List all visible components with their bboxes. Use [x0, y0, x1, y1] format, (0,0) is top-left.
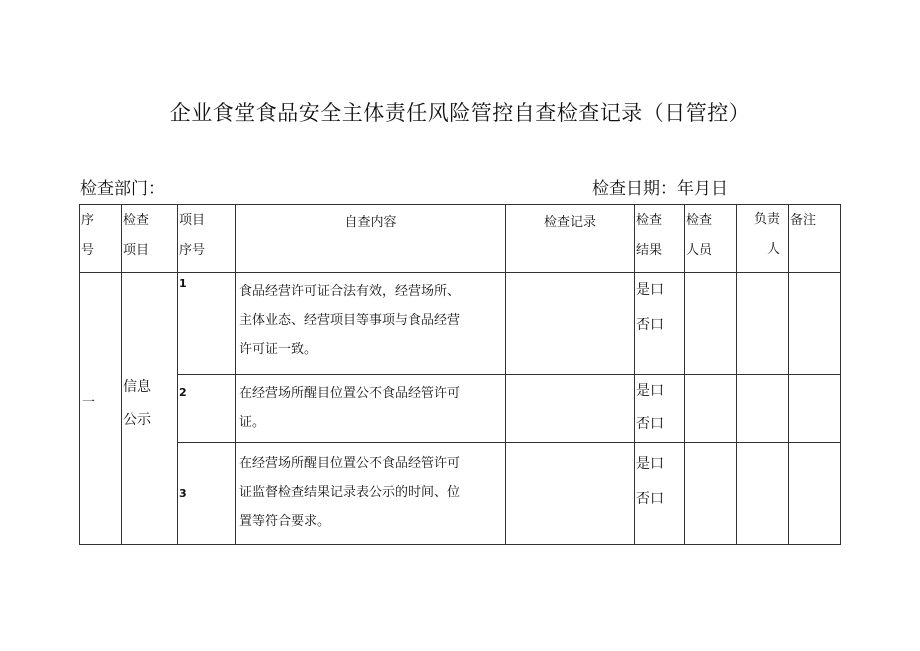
result-no-checkbox[interactable]: 否口: [636, 416, 664, 432]
row-responsible-cell[interactable]: [737, 375, 789, 443]
row-content: [236, 443, 506, 545]
header-record: [506, 205, 635, 273]
row-number-cell: [178, 375, 236, 443]
content-line: 证监督检查结果记录表公示的时间、位: [239, 485, 461, 500]
row-number: 2: [179, 386, 187, 399]
header-content: [236, 205, 506, 273]
content-line: 许可证一致。: [239, 342, 318, 357]
row-record-cell[interactable]: [506, 375, 635, 443]
header-seq-line2: 号: [81, 243, 95, 258]
header-seq-line1: 序: [81, 213, 95, 228]
row-number-cell: [178, 273, 236, 375]
header-project-number: [178, 205, 236, 273]
header-record-label: 检查记录: [543, 215, 596, 230]
header-remarks-label: 备注: [790, 213, 817, 228]
content-line: 证。: [239, 415, 266, 430]
header-inspector: [685, 205, 737, 273]
row-responsible-cell[interactable]: [737, 443, 789, 545]
row-number: 1: [179, 277, 187, 290]
table-row: [80, 273, 841, 375]
header-responsible-line2: 人: [766, 242, 780, 257]
row-remarks-cell[interactable]: [789, 273, 841, 375]
row-inspector-cell[interactable]: [685, 273, 737, 375]
row-remarks-cell[interactable]: [789, 375, 841, 443]
row-record-cell[interactable]: [506, 273, 635, 375]
section-item-line1: 信息: [123, 379, 151, 395]
section-item-cell: [122, 273, 178, 545]
section-seq: 一: [82, 395, 96, 410]
header-item-line1: 检查: [123, 213, 150, 228]
header-item-line2: 项目: [123, 243, 150, 258]
content-line: 置等符合要求。: [239, 514, 331, 529]
section-seq-cell: [80, 273, 122, 545]
row-result-cell: [635, 375, 685, 443]
row-inspector-cell[interactable]: [685, 375, 737, 443]
inspection-table: [79, 204, 841, 545]
result-yes-checkbox[interactable]: 是口: [636, 282, 664, 298]
row-responsible-cell[interactable]: [737, 273, 789, 375]
header-responsible: [737, 205, 789, 273]
result-yes-checkbox[interactable]: 是口: [636, 383, 664, 399]
header-responsible-line1: 负责: [753, 212, 780, 227]
content-line: 在经营场所醒目位置公不食品经管许可: [239, 386, 461, 401]
header-seq: [80, 205, 122, 273]
page-title: 企业食堂食品安全主体责任风险管控自查检查记录（日管控）: [169, 101, 751, 125]
section-item-line2: 公示: [123, 412, 151, 428]
result-no-checkbox[interactable]: 否口: [636, 317, 664, 333]
row-record-cell[interactable]: [506, 443, 635, 545]
row-number: 3: [179, 487, 187, 500]
header-content-label: 自查内容: [344, 215, 397, 230]
date-label: 检查日期：年月日: [592, 179, 728, 199]
header-inspector-line2: 人员: [686, 243, 713, 258]
content-line: 在经营场所醒目位置公不食品经管许可: [239, 456, 461, 471]
table-row: [80, 375, 841, 443]
table-header-row: [80, 205, 841, 273]
department-label: 检查部门：: [80, 179, 165, 199]
header-result-line1: 检查: [636, 213, 663, 228]
row-result-cell: [635, 273, 685, 375]
header-result-line2: 结果: [636, 243, 663, 258]
row-content: [236, 375, 506, 443]
table-row: [80, 443, 841, 545]
row-content: [236, 273, 506, 375]
header-project-line1: 项目: [179, 213, 206, 228]
row-remarks-cell[interactable]: [789, 443, 841, 545]
row-result-cell: [635, 443, 685, 545]
header-item: [122, 205, 178, 273]
header-result: [635, 205, 685, 273]
content-line: 食品经营许可证合法有效，经营场所、: [239, 284, 461, 299]
row-inspector-cell[interactable]: [685, 443, 737, 545]
header-remarks: [789, 205, 841, 273]
content-line: 主体业态、经营项目等事项与食品经营: [239, 313, 461, 328]
header-inspector-line1: 检查: [686, 213, 713, 228]
row-number-cell: [178, 443, 236, 545]
result-no-checkbox[interactable]: 否口: [636, 491, 664, 507]
header-project-line2: 序号: [179, 243, 206, 258]
result-yes-checkbox[interactable]: 是口: [636, 456, 664, 472]
